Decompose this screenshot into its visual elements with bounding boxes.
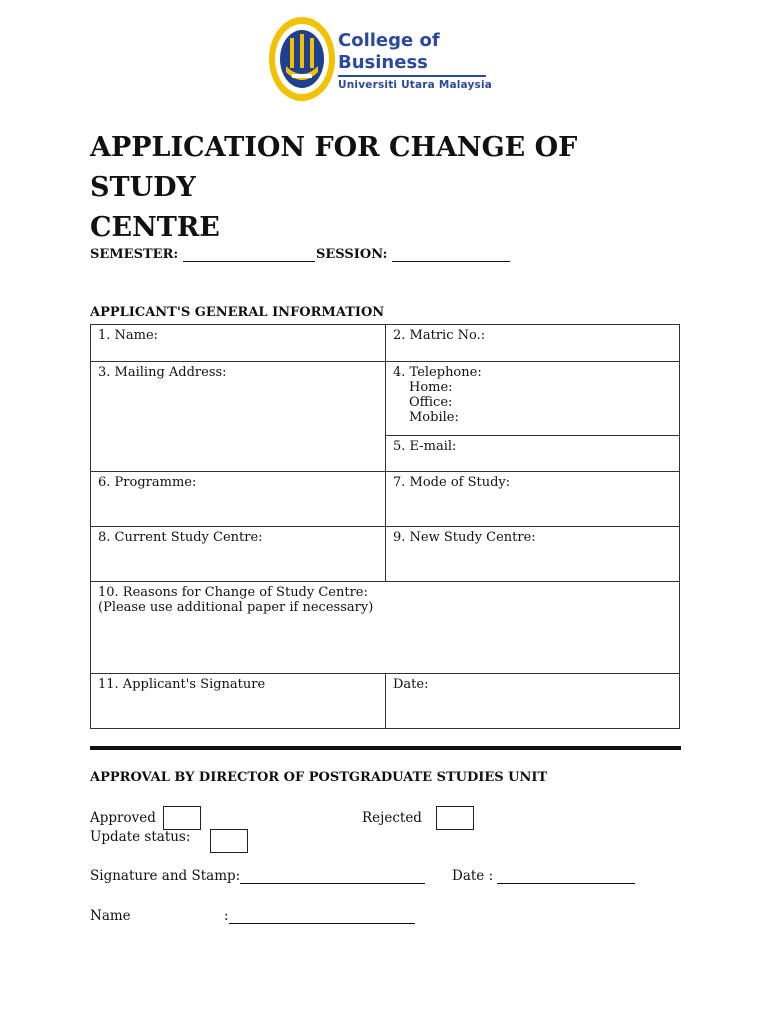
office-label: Office: xyxy=(409,395,453,410)
mode-of-study-field[interactable] xyxy=(386,472,680,527)
approval-date-line[interactable] xyxy=(497,869,635,884)
section-title: APPLICANT'S GENERAL INFORMATION xyxy=(90,305,385,320)
telephone-label: 4. Telephone: xyxy=(393,365,482,380)
approved-label: Approved xyxy=(90,810,156,826)
signature-field[interactable] xyxy=(91,674,386,729)
title-line-1: APPLICATION FOR CHANGE OF STUDY xyxy=(90,132,578,203)
approval-name-colon: : xyxy=(224,908,229,924)
programme-label: 6. Programme: xyxy=(98,475,197,490)
rejected-checkbox[interactable] xyxy=(436,806,474,830)
mailing-address-field[interactable] xyxy=(91,362,386,472)
session-field xyxy=(316,247,510,262)
matric-label: 2. Matric No.: xyxy=(393,328,486,343)
approval-name-line[interactable] xyxy=(229,909,415,924)
home-label: Home: xyxy=(409,380,453,395)
approval-date-label: Date : xyxy=(452,868,494,884)
email-label: 5. E-mail: xyxy=(393,439,457,454)
semester-field xyxy=(90,247,315,262)
signature-stamp-field xyxy=(90,868,425,884)
college-logo xyxy=(268,16,498,102)
page-title xyxy=(90,128,690,248)
section-divider xyxy=(90,746,681,750)
logo-line-2: Business xyxy=(338,52,428,73)
approval-date-field xyxy=(452,868,635,884)
semester-label: SEMESTER: xyxy=(90,247,179,262)
reasons-label: 10. Reasons for Change of Study Centre: xyxy=(98,585,368,600)
approved-checkbox[interactable] xyxy=(163,806,201,830)
date-label: Date: xyxy=(393,677,429,692)
new-centre-field[interactable] xyxy=(386,527,680,582)
signature-stamp-line[interactable] xyxy=(240,869,425,884)
matric-field[interactable] xyxy=(386,325,680,362)
mobile-label: Mobile: xyxy=(409,410,459,425)
mode-label: 7. Mode of Study: xyxy=(393,475,511,490)
applicant-info-table xyxy=(90,324,680,729)
approval-name-field xyxy=(224,908,415,924)
semester-input-line[interactable] xyxy=(183,249,315,262)
session-input-line[interactable] xyxy=(392,249,510,262)
date-field[interactable] xyxy=(386,674,680,729)
signature-stamp-label: Signature and Stamp: xyxy=(90,868,241,884)
update-status-checkbox[interactable] xyxy=(210,829,248,853)
reasons-field[interactable] xyxy=(91,582,680,674)
signature-label: 11. Applicant's Signature xyxy=(98,677,266,692)
logo-line-3: Universiti Utara Malaysia xyxy=(338,79,493,91)
current-centre-field[interactable] xyxy=(91,527,386,582)
logo-line-1: College of xyxy=(338,30,440,51)
university-seal-icon xyxy=(268,16,336,102)
telephone-field[interactable] xyxy=(386,362,680,436)
approval-title: APPROVAL BY DIRECTOR OF POSTGRADUATE STUDIES UNIT xyxy=(90,770,548,785)
approval-name-label: Name xyxy=(90,908,131,924)
reasons-note: (Please use additional paper if necessary) xyxy=(98,600,374,615)
current-centre-label: 8. Current Study Centre: xyxy=(98,530,263,545)
mailing-label: 3. Mailing Address: xyxy=(98,365,227,380)
title-line-2: CENTRE xyxy=(90,212,220,243)
new-centre-label: 9. New Study Centre: xyxy=(393,530,536,545)
rejected-label: Rejected xyxy=(362,810,422,826)
update-status-label: Update status: xyxy=(90,829,191,845)
email-field[interactable] xyxy=(386,436,680,472)
programme-field[interactable] xyxy=(91,472,386,527)
session-label: SESSION: xyxy=(316,247,388,262)
name-field[interactable] xyxy=(91,325,386,362)
name-label: 1. Name: xyxy=(98,328,159,343)
